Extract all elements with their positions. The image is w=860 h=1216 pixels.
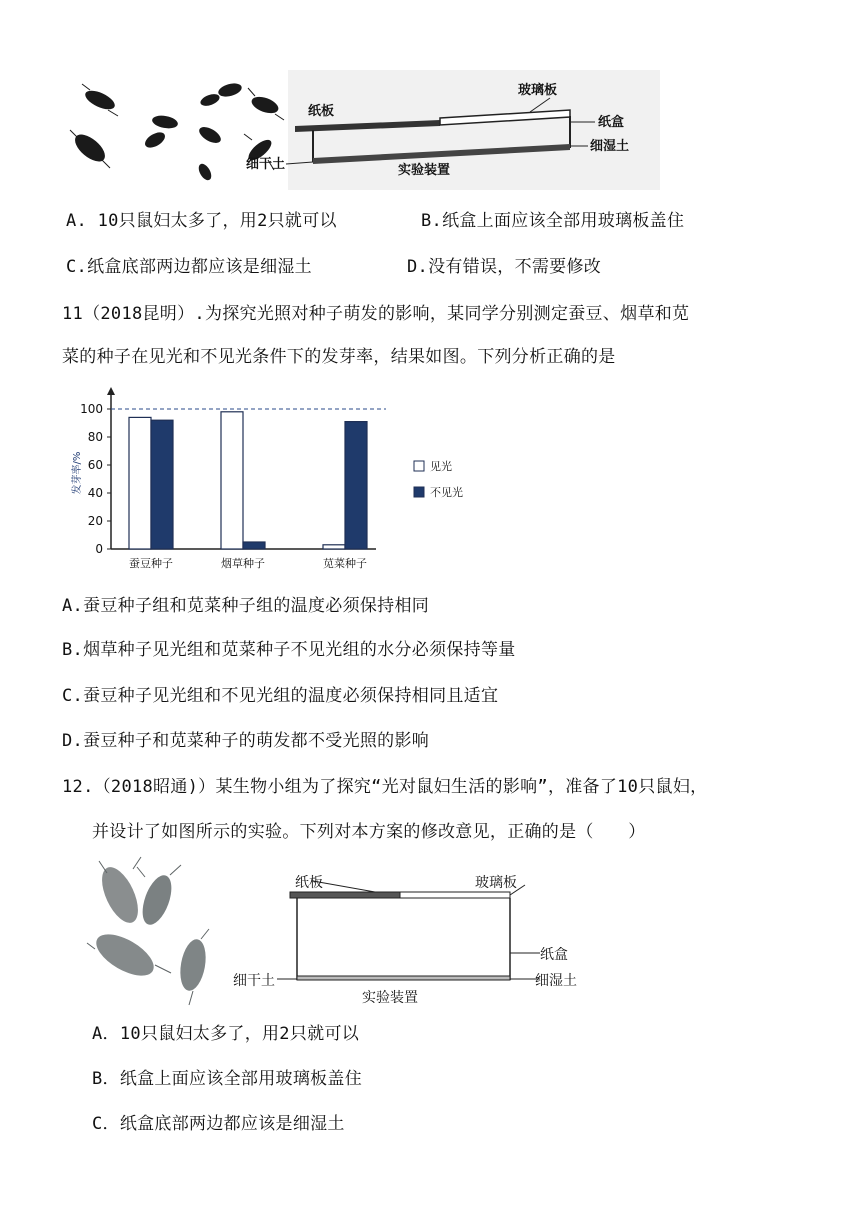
- q10-label-wet-soil: 细湿土: [590, 139, 630, 154]
- y-tick-label: 100: [80, 402, 103, 416]
- q10-option-b: B.纸盒上面应该全部用玻璃板盖住: [421, 211, 685, 231]
- q12-label-glass: 玻璃板: [475, 875, 517, 891]
- q12-option-b: B．纸盒上面应该全部用玻璃板盖住: [92, 1069, 363, 1089]
- q12-label-wet-soil: 细湿土: [535, 973, 577, 989]
- q12-label-dry-soil: 细干土: [233, 973, 275, 989]
- bar: [243, 542, 265, 549]
- legend-label: 不见光: [430, 486, 463, 499]
- y-tick-label: 40: [87, 486, 103, 500]
- x-tick-label: 蚕豆种子: [129, 557, 173, 570]
- q12-label-box: 纸盒: [540, 947, 568, 963]
- bar: [129, 417, 151, 549]
- y-tick-label: 0: [95, 542, 103, 556]
- q10-label-glass: 玻璃板: [518, 83, 558, 98]
- y-axis-label: 发芽率/%: [72, 451, 83, 495]
- x-tick-label: 烟草种子: [221, 557, 265, 570]
- q11-stem-line2: 菜的种子在见光和不见光条件下的发芽率，结果如图。下列分析正确的是: [62, 347, 616, 367]
- q11-option-a: A.蚕豆种子组和苋菜种子组的温度必须保持相同: [62, 596, 430, 616]
- q11-chart: [66, 383, 476, 578]
- q12-figure: [85, 855, 605, 1015]
- woodlouse-photo: [87, 857, 209, 1005]
- q11-chart-svg: [66, 383, 476, 578]
- q12-apparatus: [277, 881, 540, 980]
- q10-label-box: 纸盒: [598, 115, 625, 130]
- q11-option-c: C.蚕豆种子见光组和不见光组的温度必须保持相同且适宜: [62, 686, 499, 706]
- x-tick-label: 苋菜种子: [323, 557, 367, 570]
- bar: [345, 422, 367, 549]
- q12-option-c: C．纸盒底部两边都应该是细湿土: [92, 1114, 345, 1134]
- y-tick-label: 20: [87, 514, 103, 528]
- q11-stem-line1: 11（2018昆明）.为探究光照对种子萌发的影响，某同学分别测定蚕豆、烟草和苋: [62, 304, 690, 324]
- legend-label: 见光: [430, 460, 452, 473]
- bar: [323, 545, 345, 549]
- q11-option-d: D.蚕豆种子和苋菜种子的萌发都不受光照的影响: [62, 731, 430, 751]
- q11-option-b: B.烟草种子见光组和苋菜种子不见光组的水分必须保持等量: [62, 640, 516, 660]
- y-tick-label: 60: [87, 458, 103, 472]
- q12-label-device: 实验装置: [362, 990, 418, 1006]
- q10-figure-svg: [60, 70, 660, 190]
- legend-swatch: [414, 487, 424, 497]
- q10-option-c: C.纸盒底部两边都应该是细湿土: [66, 257, 312, 277]
- bar: [221, 412, 243, 549]
- q10-label-board: 纸板: [308, 104, 335, 119]
- q12-option-a: A．10只鼠妇太多了，用2只就可以: [92, 1024, 360, 1044]
- q12-figure-svg: [85, 855, 605, 1015]
- q12-label-board: 纸板: [295, 875, 323, 891]
- bar: [151, 420, 173, 549]
- q10-label-dry-soil: 细干土: [246, 157, 286, 172]
- q10-label-device: 实验装置: [398, 163, 451, 178]
- q12-stem-line2: 并设计了如图所示的实验。下列对本方案的修改意见，正确的是（ ）: [92, 822, 646, 842]
- q10-figure: [60, 70, 660, 190]
- y-tick-label: 80: [87, 430, 103, 444]
- legend-swatch: [414, 461, 424, 471]
- q10-option-a: A. 10只鼠妇太多了，用2只就可以: [66, 211, 337, 231]
- q12-stem-line1: 12.（2018昭通)）某生物小组为了探究“光对鼠妇生活的影响”，准备了10只鼠妇，: [62, 777, 708, 797]
- q10-option-d: D.没有错误，不需要修改: [407, 257, 602, 277]
